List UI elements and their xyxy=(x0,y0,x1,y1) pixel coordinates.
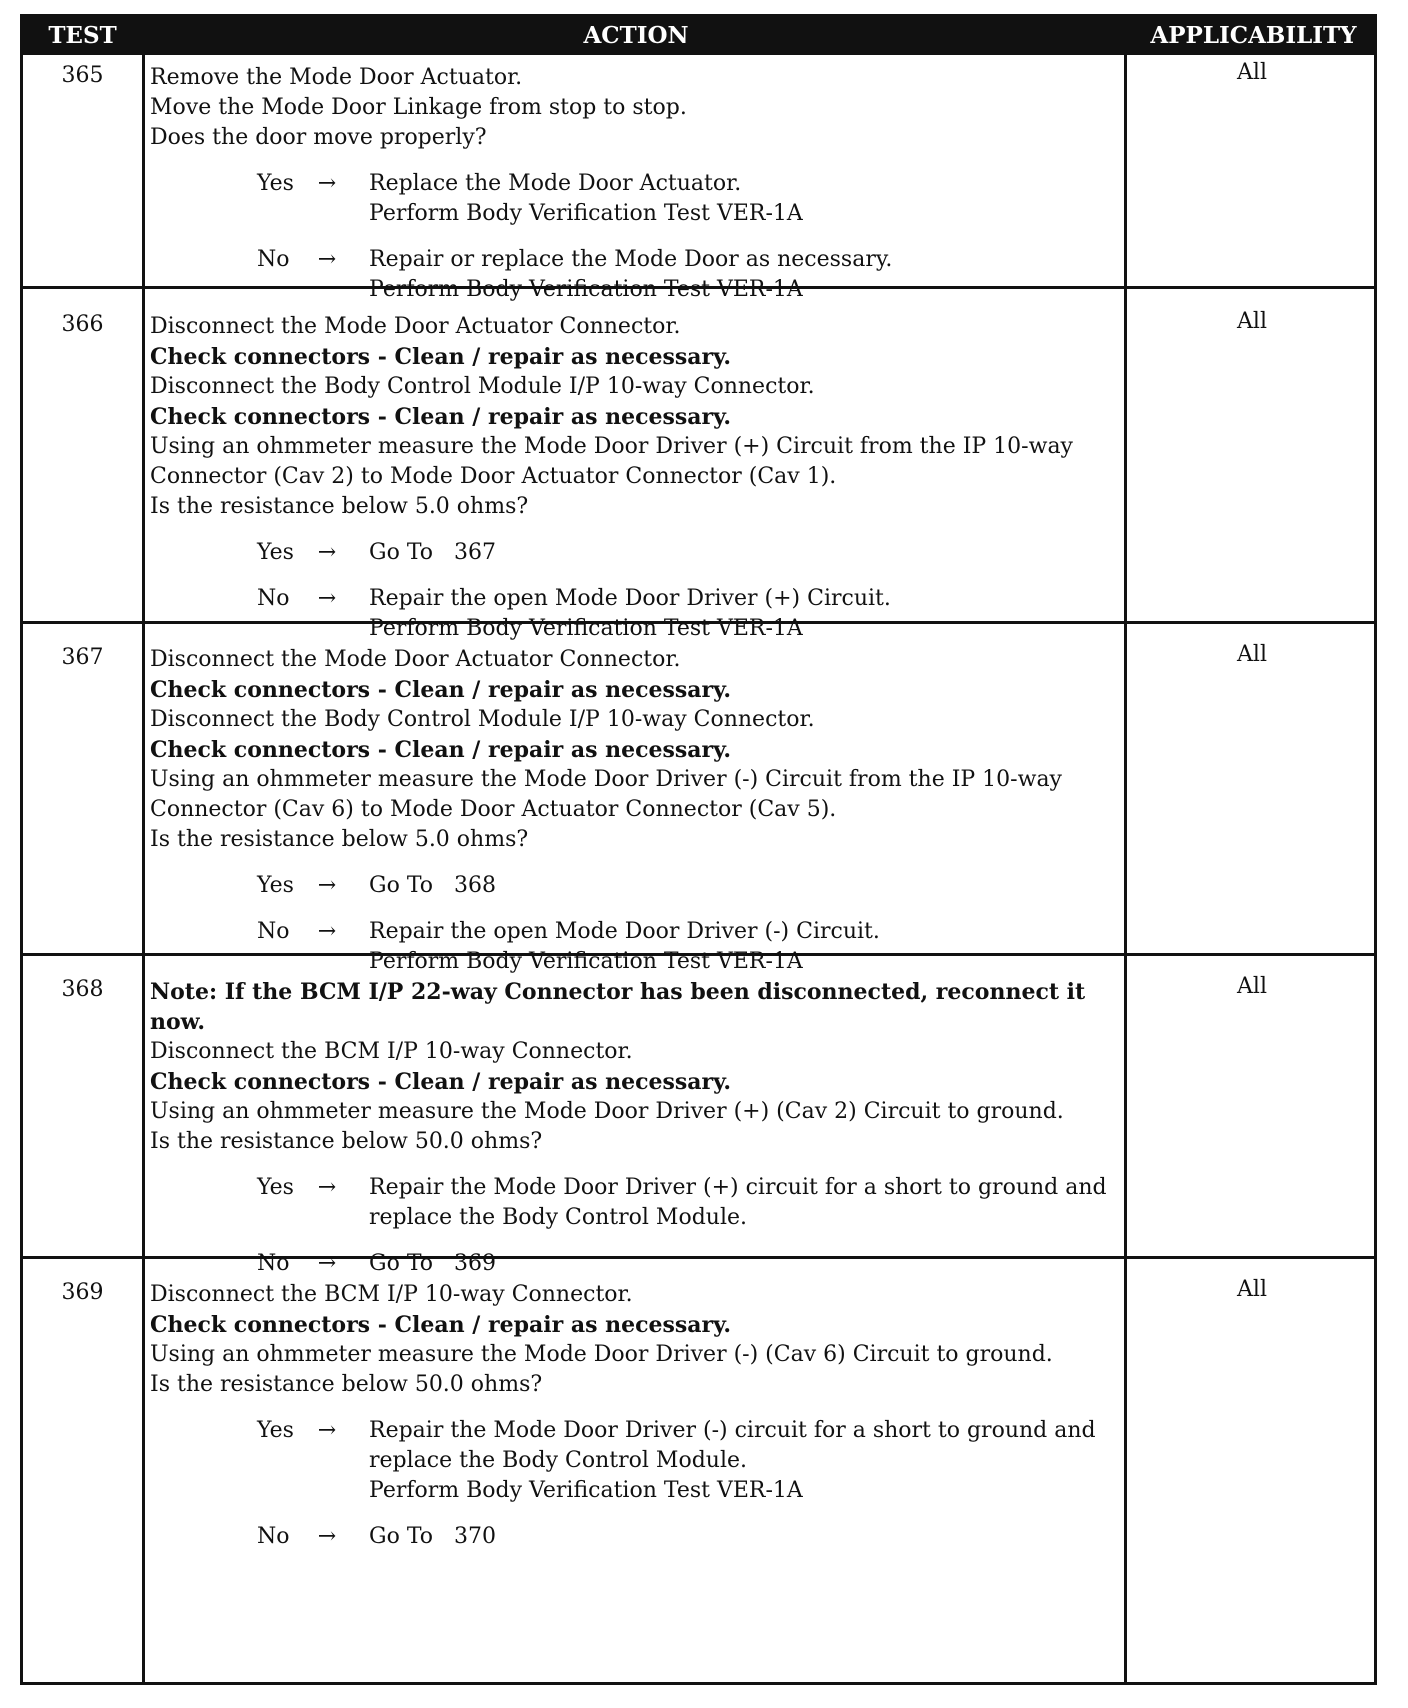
yes-result: Repair the Mode Door Driver (+) circuit for a short to ground and xyxy=(369,1175,1107,1200)
yes-result: Go To 367 xyxy=(369,540,496,565)
note-text: Note: If the BCM I/P 22-way Connector has been disconnected, reconnect it now. xyxy=(150,979,1086,1035)
no-result: Perform Body Verification Test VER-1A xyxy=(369,277,803,302)
header-test: TEST xyxy=(48,22,117,49)
no-label: No xyxy=(257,1524,290,1549)
action-cell xyxy=(150,63,1126,305)
yes-result: Perform Body Verification Test VER-1A xyxy=(369,1478,803,1503)
yes-branch xyxy=(150,169,1126,229)
no-result: Go To 369 xyxy=(369,1251,496,1276)
no-branch xyxy=(150,1522,1126,1552)
action-line-bold: Check connectors - Clean / repair as necessary. xyxy=(150,344,732,370)
action-line: Is the resistance below 5.0 ohms? xyxy=(150,494,529,519)
arrow-icon: → xyxy=(317,1251,337,1276)
yes-result: Go To 368 xyxy=(369,873,496,898)
no-result: Perform Body Verification Test VER-1A xyxy=(369,949,803,974)
arrow-icon: → xyxy=(317,247,337,272)
applicability-value: All xyxy=(1237,642,1267,667)
arrow-icon: → xyxy=(317,171,337,196)
arrow-icon: → xyxy=(317,1175,337,1200)
arrow-icon: → xyxy=(317,919,337,944)
action-line: Disconnect the BCM I/P 10-way Connector. xyxy=(150,1039,633,1064)
yes-branch xyxy=(150,1416,1126,1506)
action-line: Does the door move properly? xyxy=(150,125,487,150)
action-cell xyxy=(150,1280,1126,1552)
action-line: Disconnect the BCM I/P 10-way Connector. xyxy=(150,1282,633,1307)
diagnostic-test-table xyxy=(20,14,1377,1685)
no-label: No xyxy=(257,247,290,272)
action-line: Remove the Mode Door Actuator. xyxy=(150,65,523,90)
action-cell xyxy=(150,977,1126,1279)
no-branch xyxy=(150,584,1126,644)
action-line: Is the resistance below 50.0 ohms? xyxy=(150,1372,543,1397)
arrow-icon: → xyxy=(317,540,337,565)
action-cell xyxy=(150,312,1126,644)
applicability-value: All xyxy=(1237,1277,1267,1302)
yes-result: Perform Body Verification Test VER-1A xyxy=(369,201,803,226)
no-result: Repair the open Mode Door Driver (+) Circuit. xyxy=(369,586,891,611)
test-number: 366 xyxy=(61,312,104,337)
action-line-bold: Check connectors - Clean / repair as necessary. xyxy=(150,737,732,763)
applicability-value: All xyxy=(1237,309,1267,334)
no-label: No xyxy=(257,1251,290,1276)
yes-branch xyxy=(150,538,1126,568)
action-cell xyxy=(150,645,1126,977)
action-line-bold: Check connectors - Clean / repair as necessary. xyxy=(150,404,732,430)
yes-label: Yes xyxy=(257,1175,294,1200)
action-line: Disconnect the Body Control Module I/P 10-way Connector. xyxy=(150,374,815,399)
action-line: Is the resistance below 50.0 ohms? xyxy=(150,1129,543,1154)
action-line: Using an ohmmeter measure the Mode Door Driver (-) Circuit from the IP 10-way xyxy=(150,767,1062,792)
yes-result: replace the Body Control Module. xyxy=(369,1205,747,1230)
no-branch xyxy=(150,245,1126,305)
yes-result: replace the Body Control Module. xyxy=(369,1448,747,1473)
yes-label: Yes xyxy=(257,171,294,196)
action-line-bold: Check connectors - Clean / repair as necessary. xyxy=(150,677,732,703)
no-label: No xyxy=(257,919,290,944)
no-result: Repair the open Mode Door Driver (-) Circuit. xyxy=(369,919,880,944)
action-line-bold: Check connectors - Clean / repair as necessary. xyxy=(150,1069,732,1095)
applicability-value: All xyxy=(1237,60,1267,85)
action-line: Move the Mode Door Linkage from stop to stop. xyxy=(150,95,687,120)
action-line: Disconnect the Body Control Module I/P 10-way Connector. xyxy=(150,707,815,732)
table-header xyxy=(23,17,1374,55)
yes-label: Yes xyxy=(257,540,294,565)
test-number: 365 xyxy=(61,63,104,88)
yes-result: Repair the Mode Door Driver (-) circuit for a short to ground and xyxy=(369,1418,1096,1443)
test-number: 369 xyxy=(61,1280,104,1305)
no-label: No xyxy=(257,586,290,611)
no-result: Go To 370 xyxy=(369,1524,496,1549)
action-line: Is the resistance below 5.0 ohms? xyxy=(150,827,529,852)
yes-label: Yes xyxy=(257,873,294,898)
arrow-icon: → xyxy=(317,586,337,611)
arrow-icon: → xyxy=(317,873,337,898)
action-line: Disconnect the Mode Door Actuator Connector. xyxy=(150,314,681,339)
action-line-bold: Check connectors - Clean / repair as necessary. xyxy=(150,1312,732,1338)
action-line: Using an ohmmeter measure the Mode Door Driver (-) (Cav 6) Circuit to ground. xyxy=(150,1342,1053,1367)
action-line: Connector (Cav 2) to Mode Door Actuator Connector (Cav 1). xyxy=(150,464,837,489)
arrow-icon: → xyxy=(317,1418,337,1443)
yes-branch xyxy=(150,871,1126,901)
action-line: Using an ohmmeter measure the Mode Door Driver (+) (Cav 2) Circuit to ground. xyxy=(150,1099,1064,1124)
column-divider-test xyxy=(142,55,145,1682)
test-number: 368 xyxy=(61,977,104,1002)
no-result: Perform Body Verification Test VER-1A xyxy=(369,616,803,641)
no-result: Repair or replace the Mode Door as necessary. xyxy=(369,247,893,272)
yes-label: Yes xyxy=(257,1418,294,1443)
action-line: Disconnect the Mode Door Actuator Connector. xyxy=(150,647,681,672)
arrow-icon: → xyxy=(317,1524,337,1549)
no-branch xyxy=(150,1249,1126,1279)
test-number: 367 xyxy=(61,645,104,670)
action-line: Connector (Cav 6) to Mode Door Actuator Connector (Cav 5). xyxy=(150,797,837,822)
yes-branch xyxy=(150,1173,1126,1233)
yes-result: Replace the Mode Door Actuator. xyxy=(369,171,742,196)
action-line: Using an ohmmeter measure the Mode Door Driver (+) Circuit from the IP 10-way xyxy=(150,434,1073,459)
applicability-value: All xyxy=(1237,974,1267,999)
no-branch xyxy=(150,917,1126,977)
header-action: ACTION xyxy=(583,22,689,49)
header-applicability: APPLICABILITY xyxy=(1150,22,1357,49)
